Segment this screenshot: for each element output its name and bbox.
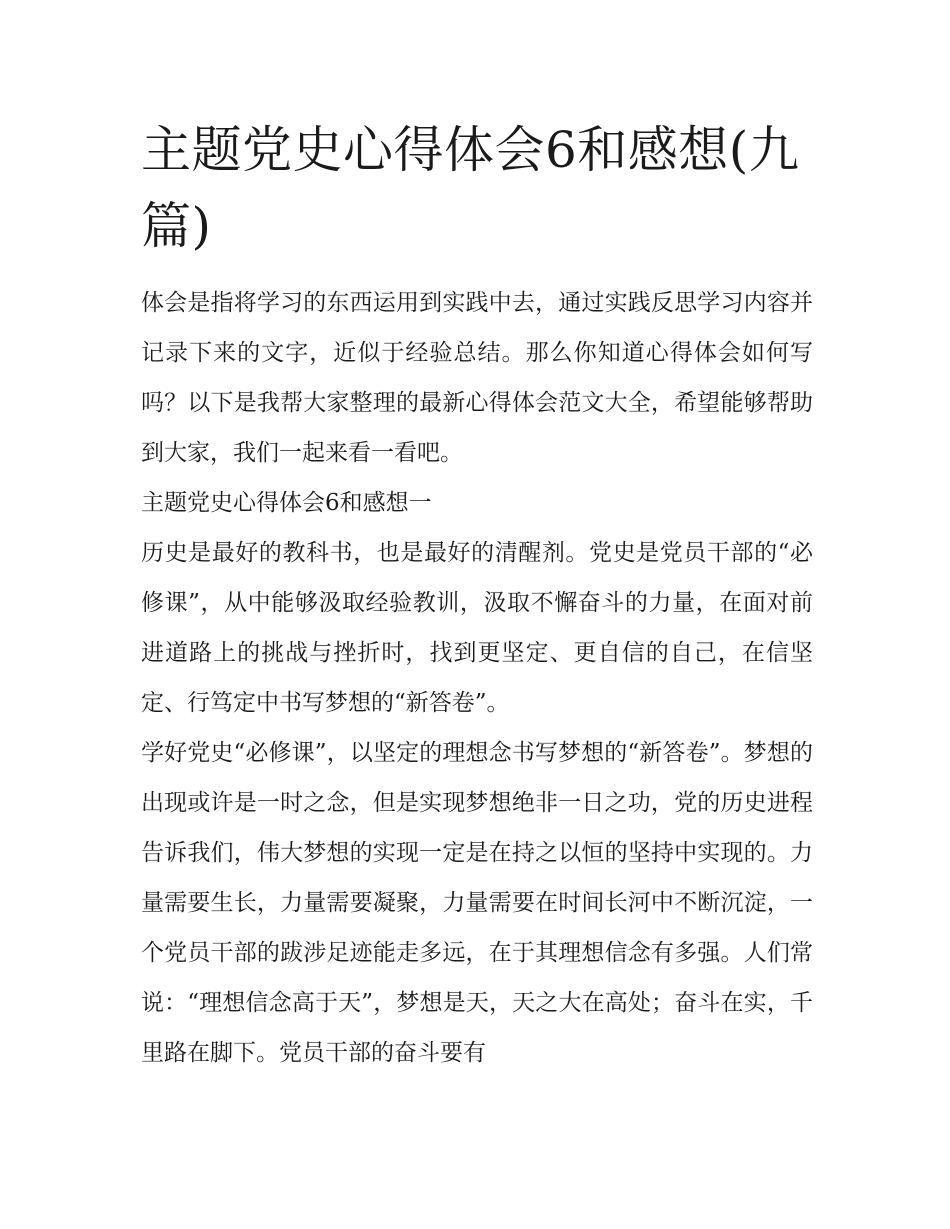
document-title: 主题党史心得体会6和感想(九篇) xyxy=(141,121,800,255)
body-paragraph-2: 学好党史“必修课”，以坚定的理想念书写梦想的“新答卷”。梦想的出现或许是一时之念，但是实现梦想绝非一日之功，党的历史进程告诉我们，伟大梦想的实现一定是在持之以恒的坚持中实现的。力量需要生长，力量需要凝聚，力量需要在时间长河中不断沉淀，一个党员干部的跋涉足迹能走多远，在于其理想信念有多强。人们常说：“理想信念高于天”，梦想是天，天之大在高处；奋斗在实，千里路在脚下。党员干部的奋斗要有 xyxy=(141,740,813,1066)
body-paragraph-1: 历史是最好的教科书，也是最好的清醒剂。党史是党员干部的“必修课”，从中能够汲取经验教训，汲取不懈奋斗的力量，在面对前进道路上的挑战与挫折时，找到更坚定、更自信的自己，在信坚定、行笃定中书写梦想的“新答卷”。 xyxy=(141,540,813,716)
section-heading: 主题党史心得体会6和感想一 xyxy=(141,490,432,516)
document-page xyxy=(141,112,813,1078)
intro-paragraph: 体会是指将学习的东西运用到实践中去，通过实践反思学习内容并记录下来的文字，近似于经验总结。那么你知道心得体会如何写吗？以下是我帮大家整理的最新心得体会范文大全，希望能够帮助到大家，我们一起来看一看吧。 xyxy=(141,290,813,466)
